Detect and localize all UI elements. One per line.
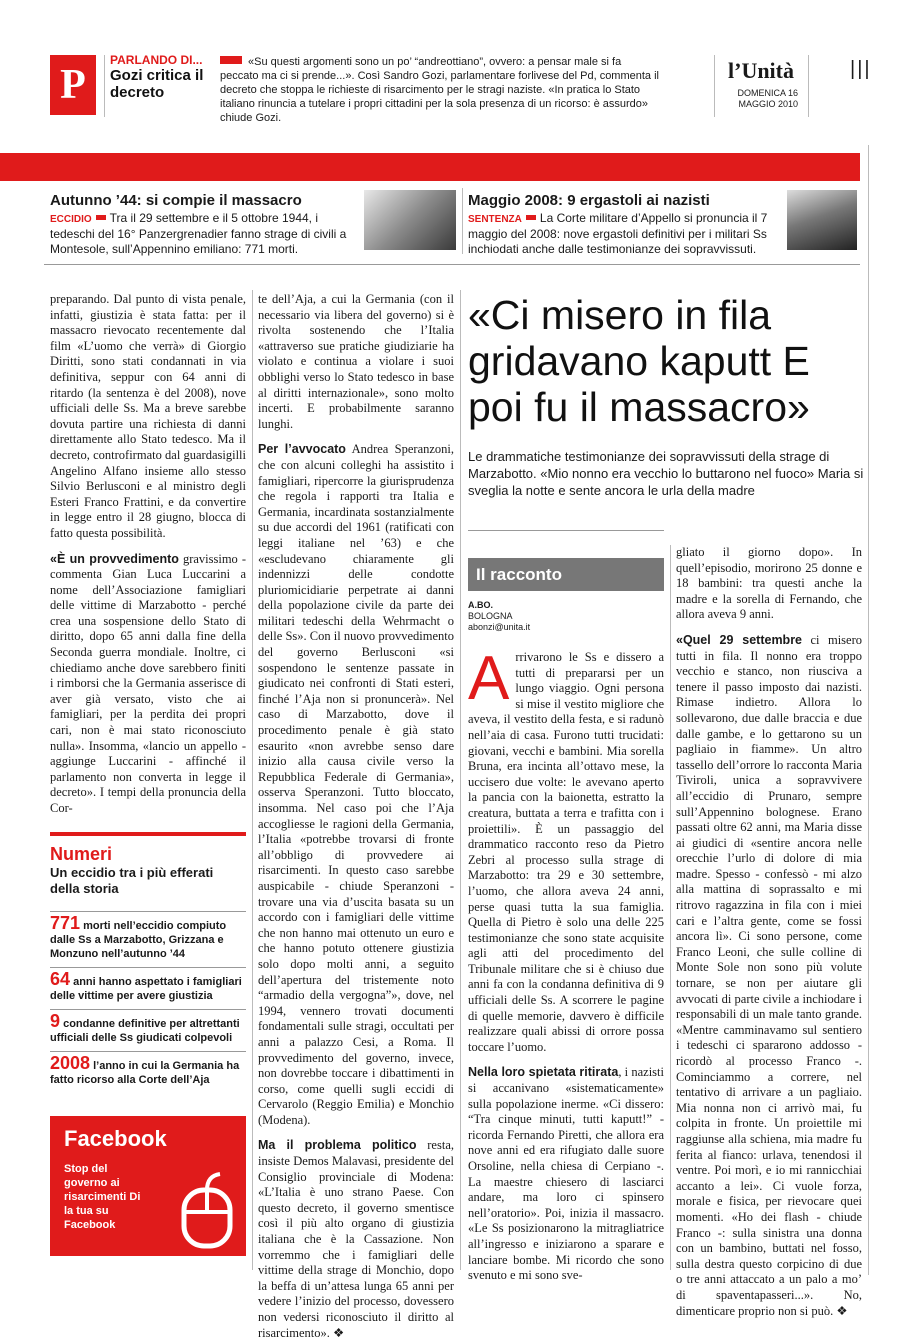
teaser-photo-woman: [364, 190, 456, 250]
facebook-box[interactable]: [50, 1116, 246, 1256]
stat-item: [50, 967, 246, 1003]
paragraph: gliato il giorno dopo». In quell’episodio, morirono 25 donne e 18 bambini: tra questi anche la madre e la sorella di Fernando, che allora aveva 9 anni.: [676, 545, 862, 622]
paragraph: [258, 442, 454, 1128]
byline: [468, 600, 664, 633]
stat-text: morti nell’eccidio compiuto dalle Ss a Marzabotto, Grizzana e Monzuno nell’autunno ’44: [50, 920, 227, 960]
numeri-rule: [50, 832, 246, 836]
parlando-label: PARLANDO DI...: [110, 53, 203, 67]
byline-city: BOLOGNA: [468, 611, 513, 621]
subheadline: Le drammatiche testimonianze dei sopravvissuti della strage di Marzabotto. «Mio nonno era vecchio lo buttarono nel fuoco» Maria si sveglia la notte e sente ancora le urla della madre: [468, 449, 864, 498]
page-marks: |||: [850, 58, 872, 80]
teaser-tag: SENTENZA: [468, 214, 522, 225]
teaser-text: La Corte militare d’Appello si pronuncia il 7 maggio del 2008: nove ergastoli definitivi per i militari Ss inchiodati anche dalle testimonianze dei sopravvissuti.: [468, 211, 768, 256]
teaser-text: Tra il 29 settembre e il 5 ottobre 1944, i tedeschi del 16° Panzergrenadier fanno strage di civili a Montesole, sull’Appennino emiliano: 771 morti.: [50, 211, 347, 256]
divider: [462, 188, 463, 254]
numeri-box: [50, 832, 246, 1087]
teaser-title: Maggio 2008: 9 ergastoli ai nazisti: [468, 192, 710, 209]
mouse-icon: [178, 1172, 236, 1250]
paragraph-text: Andrea Speranzoni, che con alcuni colleghi ha assistito i famigliari, ripercorre la giurisprudenza che regola i rapporti tra Italia e Germania, incardinata sostanzialmente su due accordi del 1961 (ratificati con leggi italiane nel ’63) e che «escludevano chiaramente gli indennizzi delle condotte pluriomicidiarie perpetrate ai danni della popolazione civile da parte dei militari tedeschi della Wehrmacht o delle Ss». Con il nuovo provvedimento del governo Berlusconi «si sospendono le sentenze passate in giudicato nei confronti di Stati esteri, finché l’Aja non si pronuncerà». Nel caso di Marzabotto, dove il procedimento penale è già stato esaurito «non avrebbe senso dare inizio alla causa civile verso la Repubblica Federale di Germania», osserva Speranzoni. Tutto bloccato, insomma. Nel caso poi che l’Aja accogliesse le ragioni della Germania, l’Italia «potrebbe trovarsi di fronte all’obbligo di provvedere ai risarcimenti. In questo caso sarebbe auspicabile - chiude Speranzoni - trovare una via d’uscita basata su un accordo con i famigliari delle vittime che non hanno mai ottenuto un euro e che hanno potuto ottenere giustizia solo dopo molti anni, a seguito dell’apertura del tristemente noto “armadio della vergogna”», dove, nel 1994, vennero trovati documenti fondamentali sulle stragi, occultati per anni a palazzo Cesi, a Roma. Il provvedimento del governo, invece, non dovrebbe toccare i dibattimenti in corso, come quelli sugli eccidi di Cervarolo (Reggio Emilia) e Monchio (Modena).: [258, 442, 455, 1127]
paragraph-text: resta, insiste Demos Malavasi, presidente del Consiglio provinciale di Modena: «L’Italia è uno strano Paese. Con questo decreto, il governo smentisce così il più alto organo di giustizia italiana che è la Cassazione. Non vorremmo che i famigliari delle vittime della strage di Monchio, dopo la beffa di un’attesa lunga 65 anni per vedere l’inizio del processo, dovessero non vedersi riconosciuto il diritto al risarcimento». ❖: [258, 1138, 454, 1340]
paragraph-text: , i nazisti si accanivano «sistematicamente» sulla popolazione inerme. «Ci dissero: “Tra cinque minuti, tutti kaputt!” - ricorda Fernando Piretti, che allora era nove anni ed era rifugiato dalle suore Orsoline, nella chiesa di Cerpiano -. La maestre chiesero di lasciarci andare, ma loro ci spinsero nell’oratorio». Poi, inizia il massacro. «Le Ss posizionarono la mitragliatrice all’ingresso e iniziarono a sparare e lanciare bombe. Mi ricordo che sono svenuto e mi sono sve-: [468, 1065, 664, 1283]
column-2: [258, 292, 454, 1341]
paragraph-text: gravissimo - commenta Gian Luca Luccarini a nome dell’Associazione famigliari delle vittime di Marzabotto - perché crea una sospensione dello Stato di diritto, dopo 65 anni dalla fine della Seconda guerra mondiale. Inoltre, ci chiediamo anche dove sarebbero finiti i rimborsi che la Germania asserisce di aver già versato, visto che ai famigliari, per la perdita dei propri cari, non è mai stato riconosciuto nulla». Insomma, «lancio un appello - aggiunge Luccarini - affinché il parlamento non converta in legge il decreto». I tempi della pronuncia della Cor-: [50, 551, 246, 815]
facebook-title: Facebook: [64, 1126, 167, 1151]
facebook-text: Stop del governo ai risarcimenti Di la tua su Facebook: [64, 1163, 141, 1231]
column-3: [468, 644, 664, 1284]
subheading: «È un provvedimento: [50, 551, 179, 566]
teaser-photo-soldier: [787, 190, 857, 250]
subheading: Per l’avvocato: [258, 442, 346, 457]
stat-text: anni hanno aspettato i famigliari delle vittime per avere giustizia: [50, 976, 242, 1002]
headline: «Ci misero in fila gridavano kaputt E poi fu il massacro»: [468, 292, 810, 430]
byline-author: A.BO.: [468, 600, 494, 610]
paragraph-text: rrivarono le Ss e dissero a tutti di prepararsi per un lungo viaggio. Ogni persona si mise il vestito migliore che aveva, il vestito della festa, e si radunò nell’aia di casa. Furono tutti trucidati: giovani, vecchi e bambini. Mia sorella Bruna, era incinta all’ottavo mese, la uccisero due volte: le avevano aperto la pancia con la baionetta, estratto la creatura, buttata a terra e trafitta con i proiettili». È un passaggio del drammatico racconto reso da Pietro Zebri al processo sulla strage di Marzabotto: tra 29 e 30 settembre, l’uomo, che allora aveva 24 anni, perse quasi tutta la sua famiglia. Quella di Pietro è solo una delle 225 testimonianze che sono state acquisite agli atti del procedimento del Tribunale militare che si è chiuso due anni fa con la condanna definitiva di 9 ufficiali delle Ss. A scorrere le pagine di quelle memorie, davvero è difficile realizzare quali abissi di orrore possa toccare l’uomo.: [468, 650, 664, 1054]
parlando-topic: Gozi critica il decreto: [110, 67, 204, 101]
stat-number: 771: [50, 913, 81, 933]
teaser-title: Autunno ’44: si compie il massacro: [50, 192, 302, 209]
numeri-title: Numeri: [50, 844, 113, 864]
teaser-body: [468, 211, 783, 257]
stat-text: l’anno in cui la Germania ha fatto ricorso alla Corte dell’Aja: [50, 1060, 240, 1086]
teaser-body: [50, 211, 360, 257]
divider: [714, 55, 715, 117]
paragraph: te dell’Aja, a cui la Germania (con il necessario via libera del governo) si è rivolta sostenendo che l’Italia «attraverso sue pratiche giudiziarie ha violato e continua a violare i suoi obblighi verso lo Stato tedesco in base al diritti internazionale», sono molto incerti. E probabilmente saranno lunghi.: [258, 292, 454, 431]
stat-item: [50, 911, 246, 961]
section-logo-p: P: [50, 55, 96, 115]
paragraph: [676, 633, 862, 1319]
column-4: [676, 545, 862, 1319]
stat-number: 64: [50, 969, 71, 989]
column-1: [50, 292, 246, 817]
teaser-2: [468, 192, 783, 257]
paragraph: [468, 1065, 664, 1283]
rule: [44, 264, 860, 265]
racconto-label: Il racconto: [468, 558, 664, 591]
header-quote: [220, 55, 660, 125]
stat-text: condanne definitive per altrettanti ufficiali delle Ss giudicati colpevoli: [50, 1018, 240, 1044]
divider: [670, 545, 671, 1270]
paragraph: [468, 644, 664, 1055]
header-quote-text: «Su questi argomenti sono un po’ “andreottiano”, ovvero: a pensar male si fa peccato ma ci si prende...». Così Sandro Gozi, parlamentare forlivese del Pd, commenta il decreto che stoppa le richieste di risarcimento per le stragi naziste. «In pratica lo Stato italiano rinuncia a tutelare i propri cittadini per la sola presenza di un ricorso: è assurdo» chiude Gozi.: [220, 56, 659, 124]
stat-number: 9: [50, 1011, 61, 1031]
paragraph: preparando. Dal punto di vista penale, infatti, giustizia è stata fatta: per il massacro rievocato recentemente dal film «L’uomo che verrà» di Giorgio Diritti, sono stati condannati in via definitiva, seppur con 64 anni di ritardo (la sentenza è del 2008), nove ufficiali delle Ss. Ma a breve sarebbe dovuta partire una richiesta di danni direttamente allo Stato tedesco. Ma il decreto, controfirmato dal guardasigilli Angelino Alfano insieme allo stesso Silvio Berlusconi e al ministro degli Esteri Franco Frattini, e da convertire in legge entro il 28 giugno, blocca di fatto questa possibilità.: [50, 292, 246, 540]
teaser-1: [50, 192, 360, 257]
numeri-subtitle: Un eccidio tra i più efferati della storia: [50, 865, 214, 896]
stat-number: 2008: [50, 1053, 91, 1073]
issue-date: DOMENICA 16 MAGGIO 2010: [737, 88, 798, 109]
red-marker: [220, 56, 242, 64]
rule: [468, 530, 664, 531]
paragraph: [50, 552, 246, 817]
subheading: Ma il problema politico: [258, 1138, 417, 1153]
stat-item: [50, 1051, 246, 1087]
paragraph: [258, 1138, 454, 1341]
teaser-tag: ECCIDIO: [50, 214, 92, 225]
byline-email[interactable]: abonzi@unita.it: [468, 622, 531, 632]
divider: [104, 55, 105, 117]
parlando-di: [110, 54, 205, 101]
page-edge: [868, 145, 869, 1275]
stat-item: [50, 1009, 246, 1045]
drop-cap: A: [468, 644, 510, 713]
newspaper-logo: l’Unità: [728, 58, 794, 83]
divider: [460, 290, 461, 1270]
subheading: Nella loro spietata ritirata: [468, 1065, 619, 1080]
paragraph-text: ci misero tutti in fila. Il nonno era troppo vecchio e stanco, non riusciva a tenere il passo imposto dai nazisti. Rimase indietro. Allora lo sollevarono, due dalle braccia e due dalle gambe, e lo gettarono su un pagliaio in fiamme». Un altro tassello dell’orrore lo racconta Maria Tiviroli, unica a sopravvivere all’eccidio di Prunaro, sempre sull’Appennino bolognese. Erano passati oltre 62 anni, ma Maria disse ai giudici di «sentire ancora nelle orecchie l’urlo di dolore di mia madre. Spesso - confessò - mi alzo alla mattina di soprassalto e mi ritrovo ragazzina in fila con i miei cari e l’altra gente, come se fossi ancora lì». Ci sono persone, come Franco Leoni, che sulle colline di Monte Sole non sono più volute tornare, se non per aiutare gli avvocati di parte civile a inchiodare i responsabili di un male tanto grande. «Mentre camminavamo sul sentiero i tedeschi ci spararono addosso - ricordò al processo Franco -. Cominciammo a correre, nel tentativo di arrivare a un pagliaio. Mia nonna non ci arrivò mai, fu colpita in fronte. Un proiettile mi raggiunse alla schiena, mia madre fu ferita al fianco: urlava, tenendosi il ventre. Poi morì, e io mi rannicchiai accanto a lei». Ci vuole forza, morale e fisica, per rievocare quei momenti. «Ho dei flash - chiude Franco -: sulla sinistra una donna con un bambino, buttati nel fosso, sulla destra questo corpicino di due o tre anni attaccato a un palo a mo’ di spaventapasseri...». No, dimenticare proprio non si può. ❖: [676, 632, 862, 1318]
divider: [252, 290, 253, 1270]
subheading: «Quel 29 settembre: [676, 632, 803, 647]
red-banner: [0, 153, 860, 181]
divider: [808, 55, 809, 117]
